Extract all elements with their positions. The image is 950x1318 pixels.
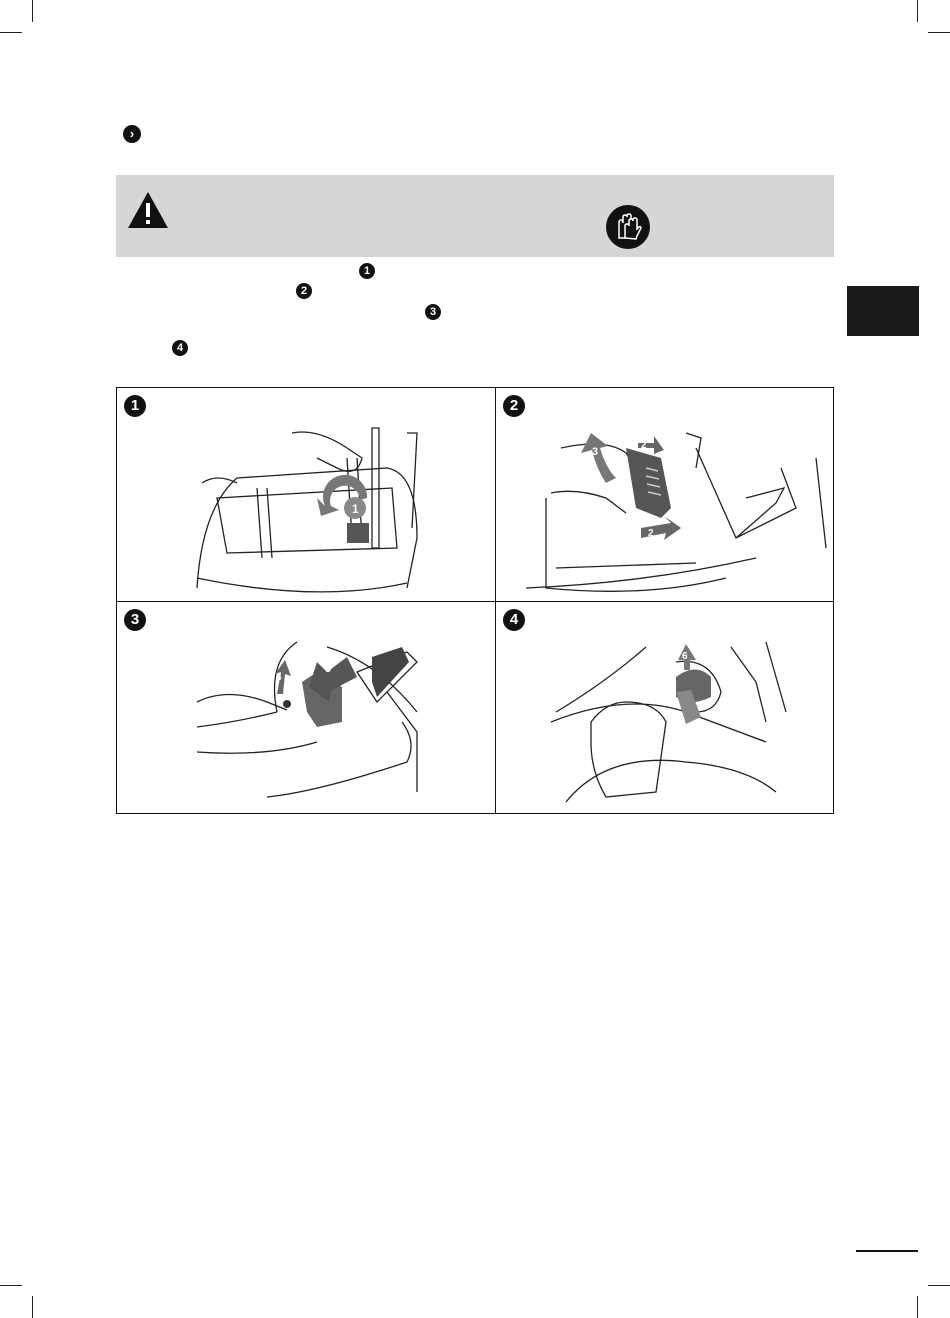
- illustration-panel-2: [496, 388, 834, 601]
- step-marker-4: 4: [172, 340, 188, 356]
- crop-mark: [0, 32, 22, 33]
- crop-mark: [917, 0, 918, 22]
- gloves-icon: [606, 205, 650, 249]
- step-marker-1: 1: [359, 263, 375, 279]
- filter-cover-removal-illustration: [496, 388, 834, 601]
- step-marker-3: 3: [425, 304, 441, 320]
- panel-number: 4: [503, 609, 525, 631]
- arrow-label: 3: [592, 446, 599, 458]
- arrow-label: 6: [682, 651, 688, 662]
- warning-triangle-icon: [126, 190, 170, 230]
- section-tab: [847, 286, 919, 336]
- filter-removal-illustration: [117, 602, 495, 813]
- panel-number: 3: [124, 609, 146, 631]
- arrow-label: 2: [648, 528, 654, 539]
- crop-mark: [917, 1296, 918, 1318]
- panel-number: 2: [503, 395, 525, 417]
- propeller-removal-illustration: [496, 602, 834, 813]
- crop-mark: [0, 1285, 22, 1286]
- arrow-label: 2: [641, 440, 647, 451]
- crop-mark: [32, 1296, 33, 1318]
- step-marker-2: 2: [296, 283, 312, 299]
- crop-mark: [928, 32, 950, 33]
- crop-mark: [32, 0, 33, 22]
- arrow-label: 1: [352, 502, 359, 516]
- warning-box: [116, 175, 834, 257]
- arrow-label: 4: [276, 672, 282, 683]
- panel-number: 1: [124, 395, 146, 417]
- illustration-panel-3: [117, 602, 495, 813]
- illustration-grid: [116, 387, 834, 814]
- crop-mark: [928, 1285, 950, 1286]
- illustration-panel-4: [496, 602, 834, 813]
- chevron-right-circle-icon: ›: [123, 125, 141, 143]
- footer-rule: [856, 1250, 918, 1252]
- filter-unscrew-illustration: [117, 388, 495, 601]
- arrow-label: 5: [325, 663, 332, 675]
- illustration-panel-1: [117, 388, 495, 601]
